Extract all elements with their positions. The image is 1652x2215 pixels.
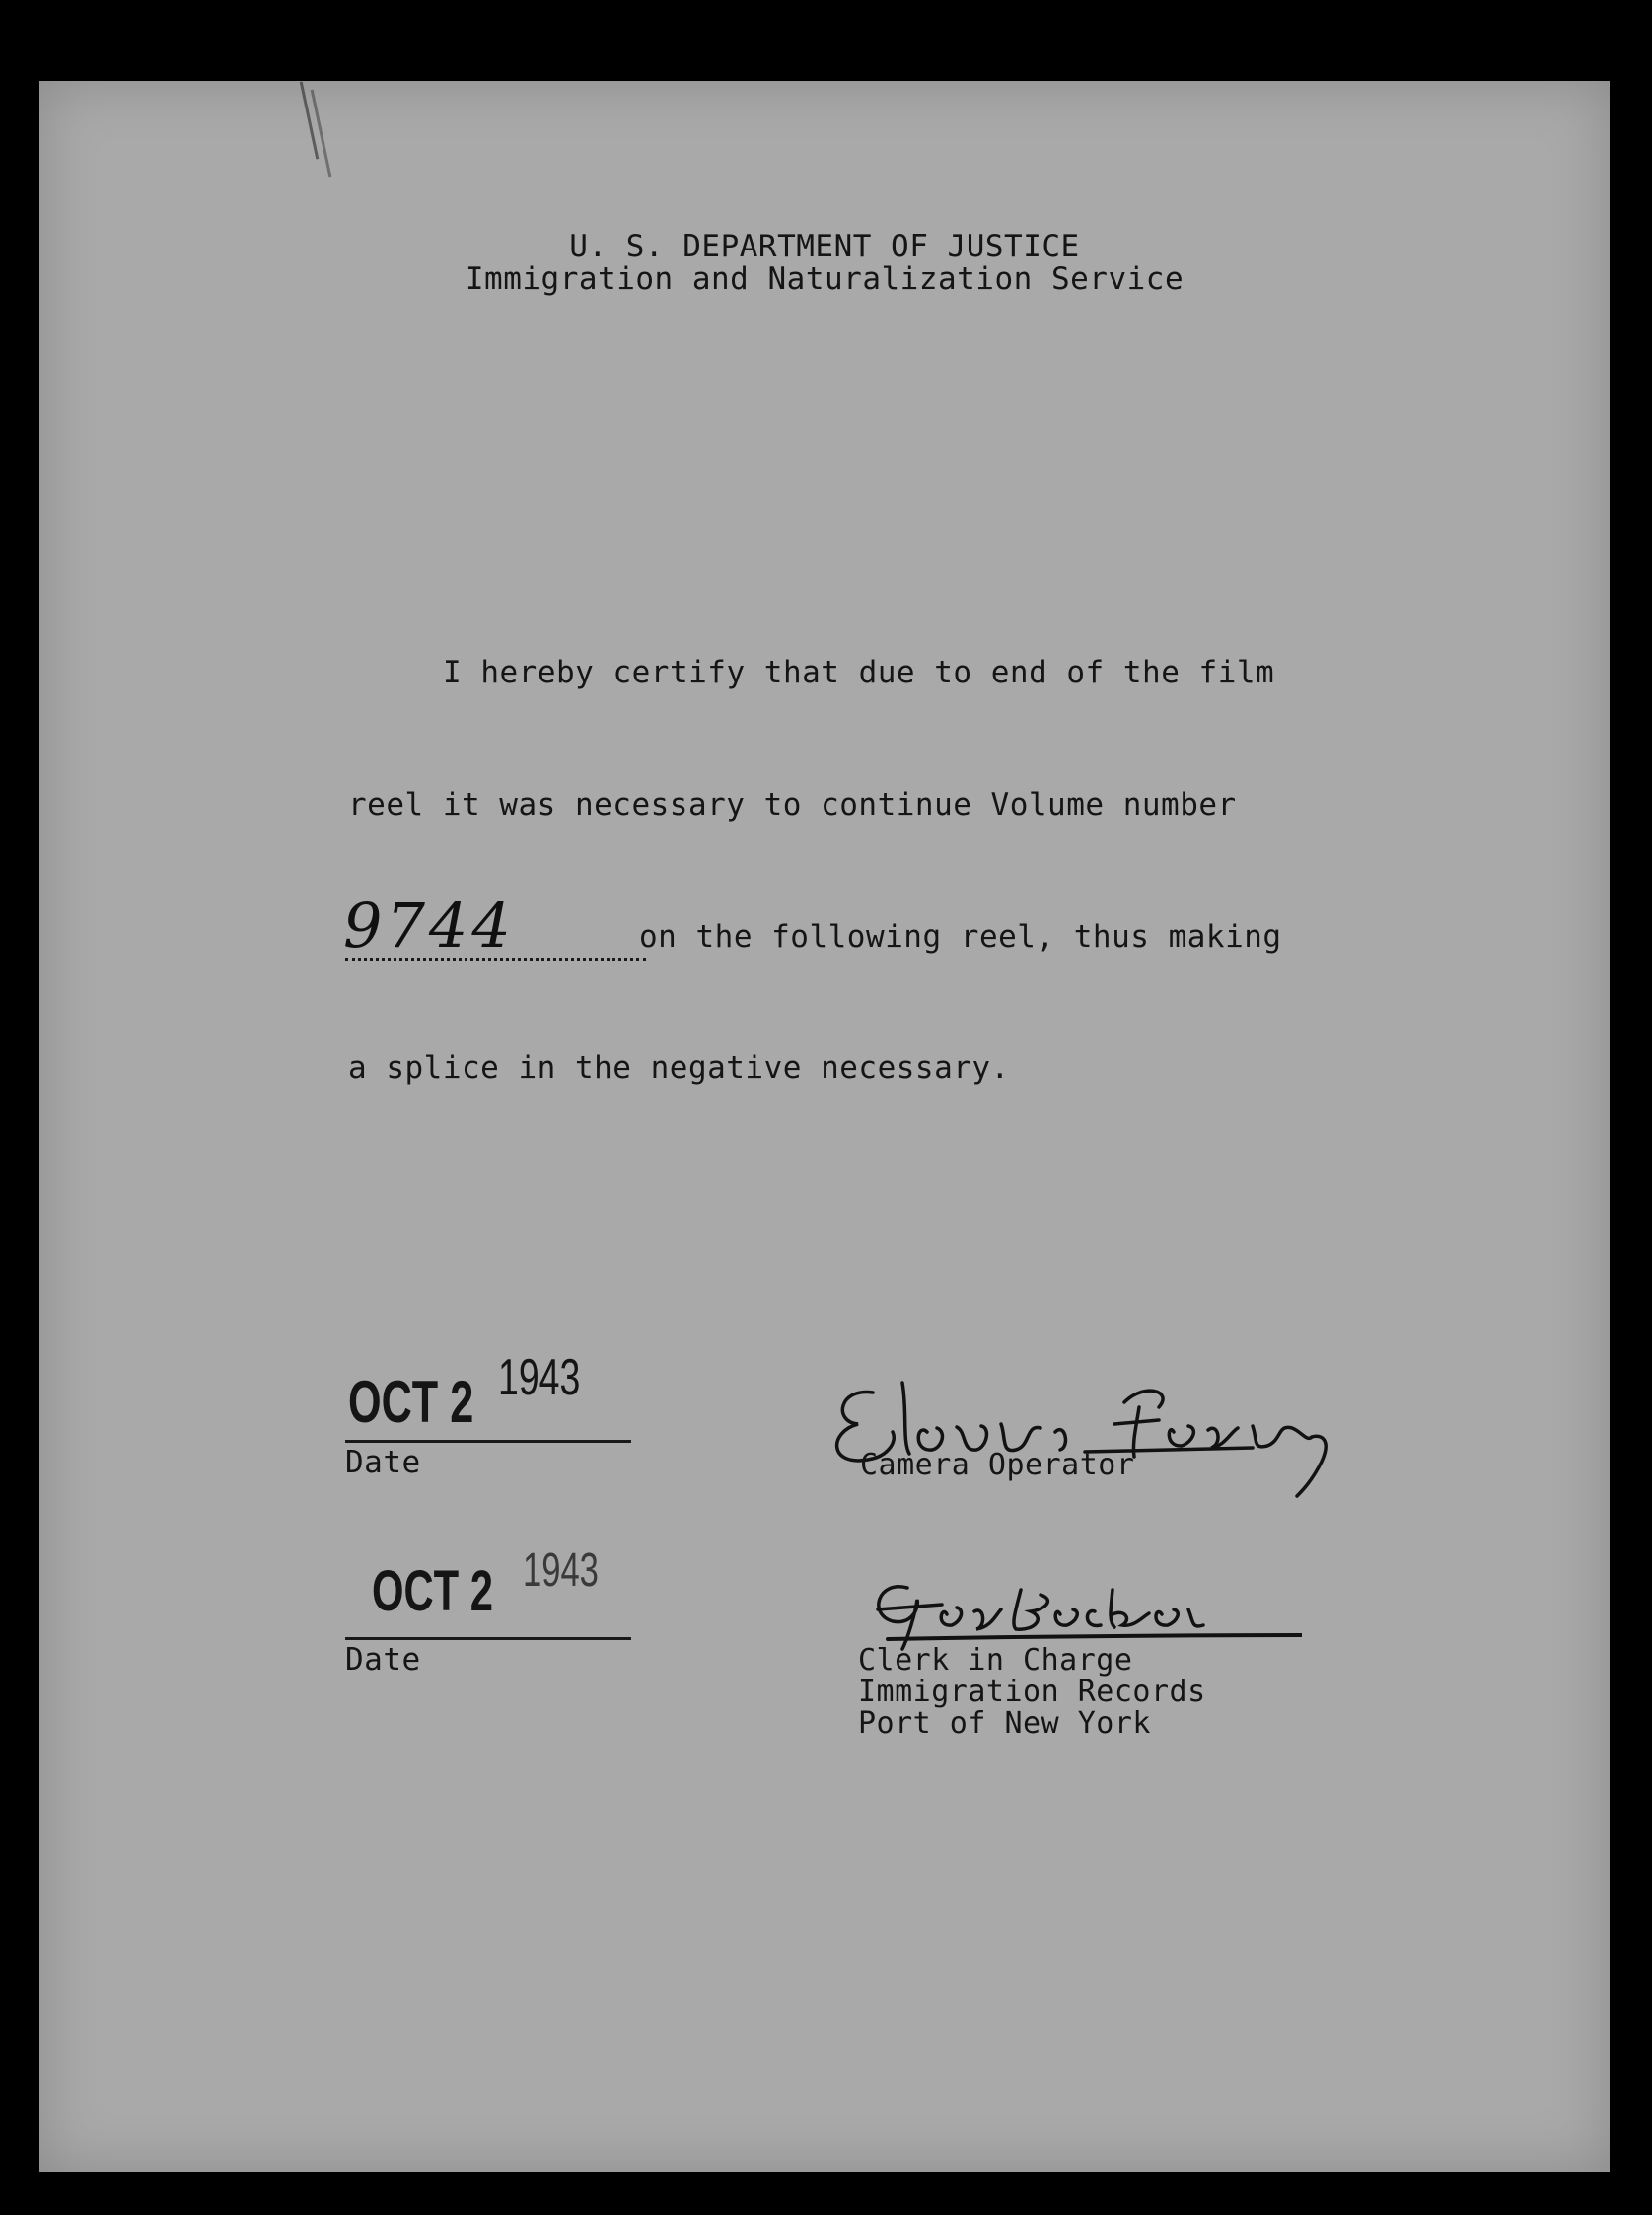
certification-line-1: I hereby certify that due to end of the film [443,655,1275,690]
certification-line-3: on the following reel, thus making [639,919,1282,955]
service-heading: Immigration and Naturalization Service [465,261,1185,297]
volume-number-handwritten: 9744 [343,890,515,962]
date-label: Date [345,1445,421,1480]
volume-number-blank [345,958,646,961]
date-line [345,1637,631,1640]
clerk-title-line-3: Port of New York [858,1706,1151,1741]
date-line [345,1440,631,1443]
certification-line-4: a splice in the negative necessary. [348,1050,1010,1086]
date-stamp-year: 1943 [523,1544,599,1597]
date-stamp-month-day: OCT 2 [372,1559,493,1623]
document-sheet [39,81,1610,2172]
certification-line-2: reel it was necessary to continue Volume number [348,787,1237,822]
date-label: Date [345,1642,421,1678]
camera-operator-title: Camera Operator [860,1448,1135,1482]
clerk-title-line-2: Immigration Records [858,1675,1206,1709]
clerk-title-line-1: Clerk in Charge [858,1643,1133,1678]
date-stamp-year: 1943 [498,1349,581,1406]
date-stamp-month-day: OCT 2 [348,1369,474,1435]
department-heading: U. S. DEPARTMENT OF JUSTICE [569,229,1080,264]
